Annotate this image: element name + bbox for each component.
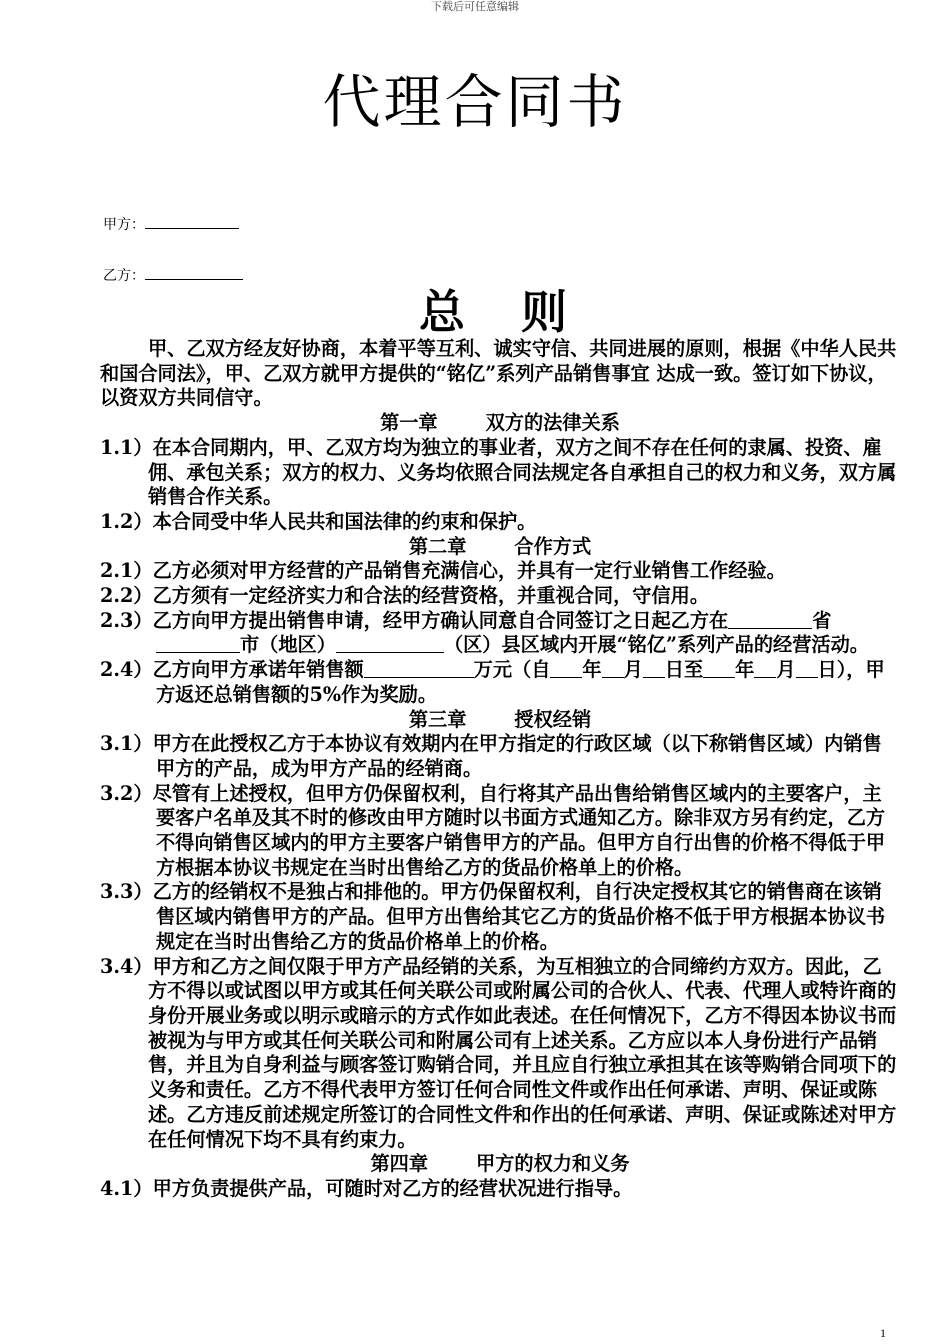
clause-2-2: 2.2）乙方须有一定经济实力和合法的经营资格，并重视合同，守信用。 (100, 584, 710, 608)
district-blank (336, 634, 444, 653)
clause-3-4: 3.4）甲方和乙方之间仅限于甲方产品经销的关系，为互相独立的合同缔约方双方。因此，乙方不得以或试图以甲方或其任何关联公司或附属公司的合伙人、代表、代理人或特许商的身份开展业务或以明示或暗示的方式作如此表述。在任何情况下，乙方不得因本协议书而被视为与甲方或其任何关联公司和附属公司有上述关系。乙方应以本人身份进行产品销售，并且为自身利益与顾客签订购销合同，并且应自行独立承担其在该等购销合同项下的义务和责任。乙方不得代表甲方签订任何合同性文件或作出任何承诺、声明、保证或陈述。乙方违反前述规定所签订的合同性文件和作出的任何承诺、声明、保证或陈述对甲方在任何情况下均不具有约束力。 (100, 954, 897, 1151)
clause-3-1: 3.1）甲方在此授权乙方于本协议有效期内在甲方指定的行政区域（以下称销售区域）内销售甲方的产品，成为甲方产品的经销商。 (100, 732, 882, 780)
chapter-heading-2 (100, 535, 900, 560)
section-title-part2: 则 (521, 285, 571, 339)
party-b-label: 乙方： (103, 269, 145, 284)
chapter-number: 第四章 (370, 1152, 429, 1176)
chapter-heading-3 (100, 708, 900, 733)
province-blank (728, 610, 812, 629)
contract-body (100, 337, 900, 1202)
header-note: 下载后可任意编辑 (431, 0, 519, 13)
city-blank (156, 634, 240, 653)
clause-2-4: 2.4）乙方向甲方承诺年销售额 万元（自 年 月 日至 年 月 日），甲方返还总销售额的5%作为奖励。 (100, 658, 885, 706)
section-title-part1: 总 (419, 285, 469, 339)
clause-1-1: 1.1）在本合同期内，甲、乙双方均为独立的事业者，双方之间不存在任何的隶属、投资、雇佣、承包关系；双方的权力、义务均依照合同法规定各自承担自己的权力和义务，双方属销售合作关系。 (100, 435, 897, 509)
party-a-line (103, 214, 239, 236)
chapter-heading-4 (100, 1152, 900, 1177)
start-day-blank (643, 659, 665, 678)
clause-4-1: 4.1）甲方负责提供产品，可随时对乙方的经营状况进行指导。 (100, 1176, 633, 1200)
chapter-number: 第二章 (408, 534, 467, 558)
end-day-blank (796, 659, 818, 678)
start-year-blank (550, 659, 582, 678)
party-a-blank (145, 214, 239, 229)
chapter-name: 双方的法律关系 (485, 411, 620, 435)
clause-1-2: 1.2）本合同受中华人民共和国法律的约束和保护。 (100, 509, 537, 533)
start-month-blank (602, 659, 624, 678)
intro-paragraph: 甲、乙双方经友好协商，本着平等互利、诚实守信、共同进展的原则，根据《中华人民共和国合同法》，甲、乙双方就甲方提供的“铭亿”系列产品销售事宜 达成一致。签订如下协议，以资双方共同信守。 (100, 337, 897, 410)
page-number: 1 (880, 1326, 886, 1340)
party-b-blank (145, 265, 243, 280)
clause-2-1: 2.1）乙方必须对甲方经营的产品销售充满信心，并具有一定行业销售工作经验。 (100, 559, 786, 583)
chapter-name: 合作方式 (514, 534, 592, 558)
document-title: 代理合同书 (322, 68, 628, 136)
end-year-blank (703, 659, 735, 678)
section-title (0, 282, 950, 342)
clause-2-3: 2.3）乙方向甲方提出销售申请，经甲方确认同意自合同签订之日起乙方在 省市（地区） （区）县区域内开展“铭亿”系列产品的经营活动。 (100, 608, 869, 657)
chapter-number: 第三章 (408, 707, 467, 731)
chapter-number: 第一章 (380, 411, 438, 435)
clause-3-3: 3.3）乙方的经销权不是独占和排他的。甲方仍保留权利，自行决定授权其它的销售商在该销售区域内销售甲方的产品。但甲方出售给其它乙方的货品价格不低于甲方根据本协议书规定在当时出售给乙方的货品价格单上的价格。 (100, 880, 886, 953)
chapter-heading-1 (100, 411, 900, 436)
chapter-name: 甲方的权力和义务 (476, 1152, 630, 1176)
sales-amount-blank (364, 659, 474, 678)
clause-3-2: 3.2）尽管有上述授权，但甲方仍保留权利，自行将其产品出售给销售区域内的主要客户，主要客户名单及其不时的修改由甲方随时以书面方式通知乙方。除非双方另有约定，乙方不得向销售区域内的甲方主要客户销售甲方的产品。但甲方自行出售的价格不得低于甲方根据本协议书规定在当时出售给乙方的货品价格单上的价格。 (100, 781, 886, 879)
chapter-name: 授权经销 (514, 707, 592, 731)
party-a-label: 甲方： (103, 218, 145, 233)
end-month-blank (754, 659, 776, 678)
